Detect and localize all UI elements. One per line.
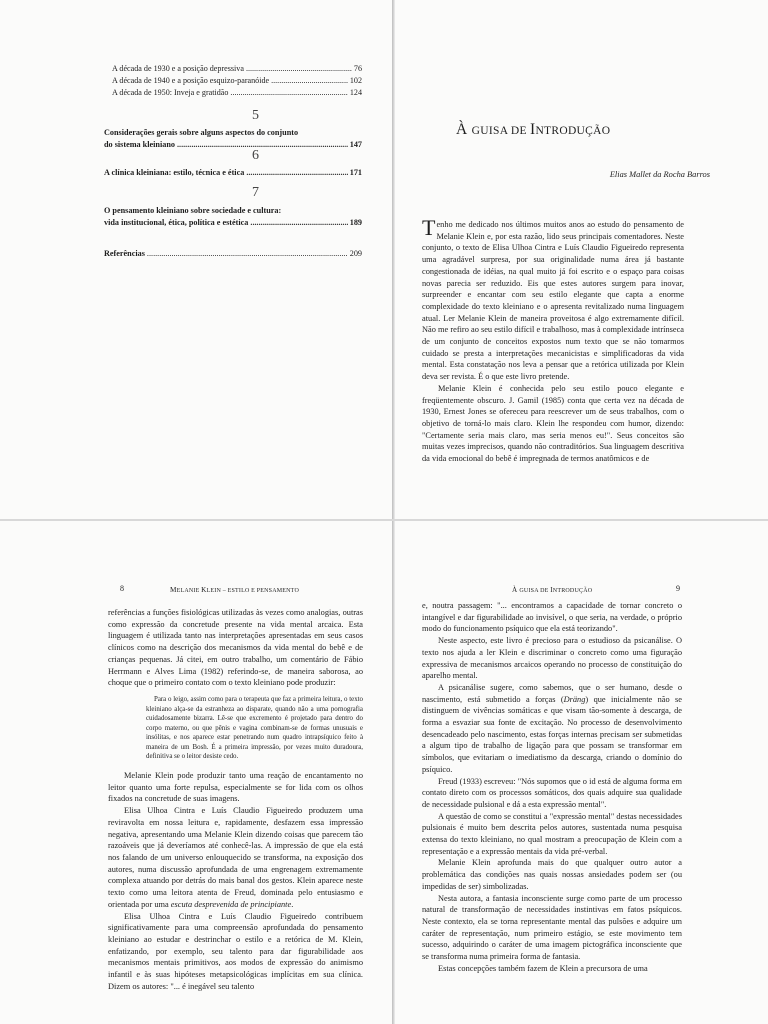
title-part: NTRODUÇÃO: [535, 125, 611, 137]
paragraph-italic: Dräng: [563, 694, 586, 704]
paragraph-italic: escuta desprevenida de principiante: [170, 899, 292, 909]
intro-text: [422, 215, 684, 465]
toc-entry: [112, 63, 362, 75]
toc-chapter-entry: [104, 205, 362, 228]
book-gutter: [392, 0, 395, 1024]
paragraph: [422, 682, 682, 776]
toc-chapter-page: 171: [349, 168, 362, 177]
toc-chapter-title: do sistema kleiniano: [104, 139, 175, 149]
page-8-text: [108, 607, 363, 1024]
chapter-number: 6: [252, 148, 259, 163]
paragraph: Neste aspecto, este livro é precioso para o estudioso da psicanálise. O texto nos ajuda a ler Klein e discriminar o concreto como uma figuração expressiva de mecanismos arcaicos operando no processo de constituição do aparelho mental.: [422, 636, 682, 681]
runhead-part: NTRODUÇÃO: [552, 588, 593, 594]
leader-dots: [147, 248, 348, 260]
leader-dots: [246, 63, 352, 75]
paragraph: Elisa Ulhoa Cintra e Luís Claudio Figueiredo contribuem significativamente para uma compreensão aprofundada do pensamento kleiniano ao estudar e destrinchar o estilo e a retórica de M. Klein, enfatizando, por exemplo, seu talento para dar figurabilidade aos mecanismos mentais primitivos, aos modos de expressão do animismo infantil e às suas hipóteses metapsicológicas implícitas em sua clínica. Dizem os autores: "... é inegável seu talento: [108, 911, 363, 991]
runhead-part: I: [550, 586, 553, 594]
title-part: À: [456, 121, 472, 138]
paragraph-text: Elisa Ulhoa Cintra e Luís Claudio Figueiredo produzem uma reviravolta em nossa leitura e, rapidamente, desfazem essa impressão negativa, apresentando uma Melanie Klein dizendo coisas que parecem tão razoáveis que já deveríamos até conhecê-las. A impressão de que ela está nos falando de um universo enlouquecido se transforma, na exposição dos autores, numa discussão aprofundada de uma engrenagem extremamente complexa atuando por detrás do mais banal dos gestos. Klein aparece neste texto como uma leitora atenta de Freud, dominada pelo entusiasmo e orientada por uma: [108, 806, 363, 909]
paragraph-text: .: [291, 899, 294, 909]
toc-chapter-title: Considerações gerais sobre alguns aspectos do conjunto: [104, 128, 299, 137]
runhead-part: M: [170, 586, 177, 594]
runhead-part: GUISA DE: [519, 588, 551, 594]
toc-references-title: Referências: [104, 249, 145, 258]
runhead-part: ELANIE: [176, 588, 202, 594]
leader-dots: [230, 87, 347, 99]
paragraph: [108, 805, 363, 910]
toc-entry-text: A década de 1950: Inveja e gratidão: [112, 88, 229, 97]
running-head: [170, 586, 299, 594]
leader-dots: [271, 75, 348, 87]
toc-entry-page: 124: [349, 88, 362, 97]
paragraph: Melanie Klein é conhecida pelo seu estilo pouco elegante e freqüentemente obscuro. J. Gamil (1985) conta que certa vez na década de 1930, Ernest Jones se ofereceu para reescrever um de seus trabalhos, com o objetivo de torná-lo mais claro. Klein lhe respondeu com humor, dizendo: "Certamente seria mais claro, mas seria menos eu!". Seus conceitos são muitas vezes imprecisos, quando não contraditórios. Sua linguagem descritiva da vida emocional do bebê é impregnada de termos anatômicos e de: [422, 383, 684, 464]
spread-divider: [0, 519, 768, 521]
page-9-text: [422, 600, 682, 1024]
paragraph: [422, 215, 684, 383]
toc-chapter-page: 147: [349, 139, 362, 149]
chapter-number: 7: [252, 185, 259, 200]
toc-entry-page: 102: [349, 76, 362, 85]
paragraph: Melanie Klein aprofunda mais do que qualquer outro autor a problemática das condições nas quais nossas ansiedades podem ser (ou impedidas de ser) simbolizadas.: [422, 858, 682, 891]
toc-chapter-title: A clínica kleiniana: estilo, técnica e ética: [104, 168, 245, 177]
page-number: 9: [676, 584, 680, 593]
toc-entry: [112, 87, 362, 99]
toc-chapter-entry: [104, 167, 362, 179]
title-part: I: [529, 121, 536, 138]
author-name: Elias Mallet da Rocha Barros: [609, 170, 710, 179]
paragraph: Freud (1933) escreveu: "Nós supomos que o id está de alguma forma em contato direto com os processos somáticos, dos quais adquire sua qualidade de necessidade pulsional e dá a esta expressão mental".: [422, 776, 682, 809]
paragraph-text: enho me dedicado nos últimos muitos anos ao estudo do pensamento de Melanie Klein e, por esta razão, lido seus principais comentadores. Neste conjunto, o texto de Elisa Ulhoa Cintra e Luís Claudio Figueiredo representa uma agradável surpresa, por sua originalidade numa área já bastante congestionada de idéias, na qual muito já foi escrito e o espaço para coisas novas parecia ser reduzido. Eis que estes autores surgem para inovar, surpreender e encantar com seu estilo elegante que capta a enorme complexidade do texto kleiniano e o apresenta revitalizado numa linguagem atual. Ler Melanie Klein de maneira proveitosa é algo extremamente difícil. Não me refiro ao seu estilo difícil e trabalhoso, mas à complexidade intrínseca de um conjunto de conceitos expostos num texto que se não tomarmos cuidado se presta a interpretações mecanicistas e simplificadoras da vida mental. Esta constatação nos leva a pensar que a retórica utilizada por Klein deva ser revista. É o que este livro pretende.: [422, 220, 684, 382]
paragraph-text: ) que inicialmente não se distinguem de vivências somáticas e que visam tão-somente à descarga, de forma a esvaziar sua fonte de excitação. No processo de desenvolvimento desencadeado pelo nascimento, estas forças internas precisam ser submetidas a algum tipo de trabalho de ligação para que possam se transformar em símbolos, que evitariam o imediatismo da descarga, criando o domínio do psíquico.: [422, 694, 682, 774]
runhead-part: STILO E PENSAMENTO: [231, 588, 299, 594]
paragraph-text: A psicanálise sugere, como sabemos, que o ser humano, desde o nascimento, está submetido a forças (: [422, 682, 682, 704]
drop-cap: T: [422, 215, 436, 240]
toc-entry-text: A década de 1930 e a posição depressiva: [112, 64, 244, 73]
runhead-part: K: [201, 586, 207, 594]
runhead-part: – E: [221, 588, 232, 594]
chapter-title: [456, 121, 610, 139]
toc-entry-page: 76: [353, 64, 362, 73]
leader-dots: [250, 217, 347, 229]
title-part: GUISA DE: [471, 125, 530, 137]
toc-chapter-page: 189: [349, 217, 362, 227]
leader-dots: [177, 139, 348, 151]
paragraph: Nesta autora, a fantasia inconsciente surge como parte de um processo natural de transformação de necessidades instintivas em fatos psíquicos. Neste contexto, ela se torna representante mental das pulsões e adquire um caráter de representação, num primeiro estágio, se este movimento tem sucesso, adquirindo o caráter de uma imagem pictográfica inconsciente que se transforma numa primeira forma de fantasia.: [422, 893, 682, 962]
chapter-number: 5: [252, 108, 259, 123]
paragraph: referências a funções fisiológicas utilizadas às vezes como analogias, outras como expressão da concretude presente na vida mental arcaica. Esta linguagem é utilizada tanto nas interpretações apresentadas em seus casos clínicos como na descrição dos mecanismos da vida mental do bebê e de crianças pequenas. Já citei, em outro trabalho, um comentário de Fábio Herrmann e Alves Lima (1982) referindo-se, de maneira saborosa, ao choque que o primeiro contato com o texto kleiniano pode produzir:: [108, 608, 363, 688]
runhead-part: LEIN: [206, 588, 222, 594]
toc-chapter-title: vida institucional, ética, política e estética: [104, 217, 249, 227]
toc-entry-text: A década de 1940 e a posição esquizo-paranóide: [112, 76, 270, 85]
toc-references-page: 209: [349, 249, 362, 258]
toc-chapter-title: O pensamento kleiniano sobre sociedade e cultura:: [104, 206, 282, 215]
paragraph: Estas concepções também fazem de Klein a precursora de uma: [438, 963, 648, 973]
toc-entry: [112, 75, 362, 87]
runhead-part: À: [512, 586, 520, 594]
toc-chapter-entry: [104, 248, 362, 260]
paragraph: A questão de como se constitui a "expressão mental" destas necessidades pulsionais é muito bem descrita pelos autores, sustentada numa pesquisa extensa do texto kleiniano, no qual mostram a preocupação de Klein com a representação e a expressão mentais da vida pré-verbal.: [422, 811, 682, 856]
running-head: [512, 586, 592, 594]
paragraph: Melanie Klein pode produzir tanto uma reação de encantamento no leitor quanto uma forte repulsa, especialmente se for lida com os olhos fixados na concretude de suas imagens.: [108, 771, 363, 804]
toc-chapter-entry: [104, 127, 362, 150]
leader-dots: [246, 167, 347, 179]
block-quote: Para o leigo, assim como para o terapeuta que faz a primeira leitura, o texto kleiniano alça-se da estranheza ao disparate, quando não a uma pornografia cuidadosamente bizarra. Lê-se que excremento é projetado para dentro do corpo materno, ou que pênis e vagina combinam-se de formas unusuais e insólitas, e nos aparece estar penetrando num quadro intrapsíquico feito à maneira de um Bosh. É a primeira impressão, por vezes muito duradoura, definitiva se o leitor desiste cedo.: [146, 695, 363, 761]
page-number: 8: [120, 584, 124, 593]
paragraph: e, noutra passagem: "... encontramos a capacidade de tornar concreto o intangível e dar figurabilidade ao invisível, o que seria, na verdade, o próprio modo do funcionamento psíquico que ela está teorizando".: [422, 601, 682, 634]
